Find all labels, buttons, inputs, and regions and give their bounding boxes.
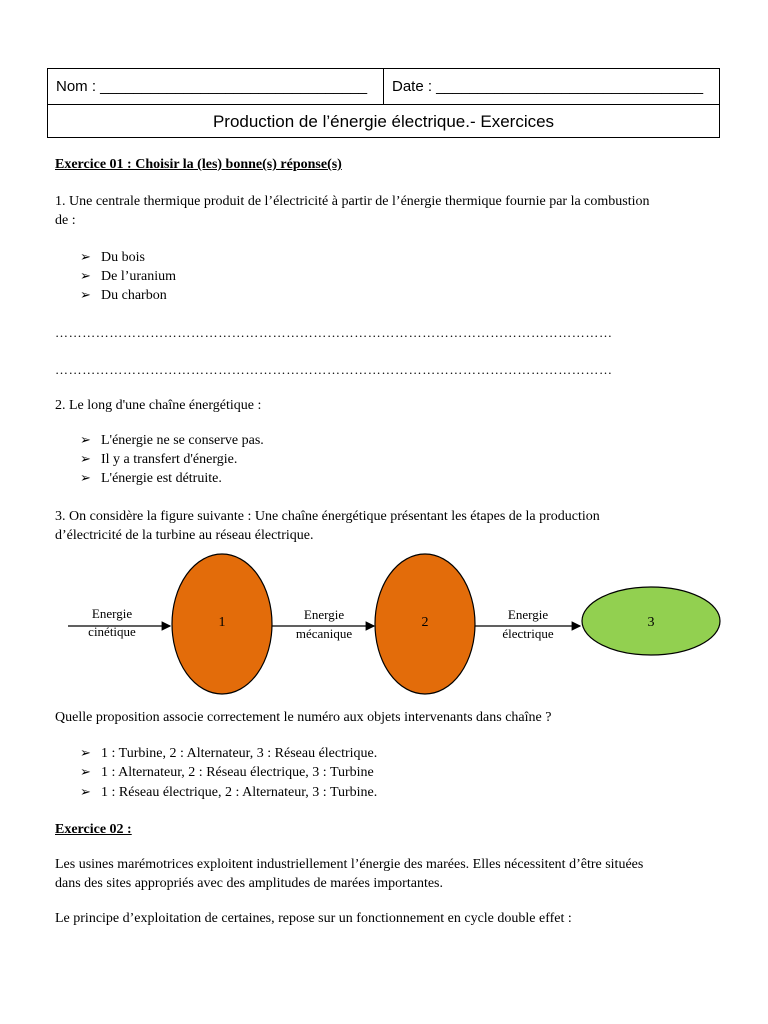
arrow-3-label-1: Energie (507, 607, 549, 622)
bullet-icon: ➢ (80, 287, 91, 302)
exercise-2-heading: Exercice 02 : (55, 822, 132, 837)
answer-line-1[interactable]: …………………………………………………………………………………………………………… (55, 325, 613, 340)
question-1-line-1: 1. Une centrale thermique produit de l’électricité à partir de l’énergie thermique fournie par la combustion (55, 194, 650, 209)
bullet-icon: ➢ (80, 745, 91, 760)
bullet-icon: ➢ (80, 470, 91, 485)
bullet-icon: ➢ (80, 764, 91, 779)
q3-option-2[interactable]: 1 : Alternateur, 2 : Réseau électrique, 3 : Turbine (101, 765, 374, 780)
nom-field[interactable]: Nom : ________________________________ (48, 69, 384, 104)
q1-option-2[interactable]: De l’uranium (101, 269, 177, 284)
arrow-3-label-2: électrique (502, 626, 554, 641)
bullet-icon: ➢ (80, 784, 91, 799)
date-field[interactable]: Date : ________________________________ (392, 78, 704, 95)
answer-line-2[interactable]: …………………………………………………………………………………………………………… (55, 362, 613, 377)
q1-option-3[interactable]: Du charbon (101, 288, 167, 303)
question-2: 2. Le long d'une chaîne énergétique : (55, 398, 262, 413)
q2-option-1[interactable]: L'énergie ne se conserve pas. (101, 433, 264, 448)
node-1-label: 1 (218, 615, 226, 630)
arrow-1-label-1: Energie (91, 606, 133, 621)
node-3-label: 3 (647, 615, 655, 630)
exercise-1-heading: Exercice 01 : Choisir la (les) bonne(s) réponse(s) (55, 157, 342, 172)
q1-option-1[interactable]: Du bois (101, 250, 145, 265)
question-3-line-2: d’électricité de la turbine au réseau électrique. (55, 528, 314, 543)
q2-option-3[interactable]: L'énergie est détruite. (101, 471, 222, 486)
question-3-line-1: 3. On considère la figure suivante : Une chaîne énergétique présentant les étapes de la production (55, 509, 600, 524)
node-2-label: 2 (421, 615, 429, 630)
bullet-icon: ➢ (80, 249, 91, 264)
exercise-2-para-1-line-2: dans des sites appropriés avec des amplitudes de marées importantes. (55, 876, 443, 891)
bullet-icon: ➢ (80, 268, 91, 283)
question-1-line-2: de : (55, 213, 76, 228)
bullet-icon: ➢ (80, 432, 91, 447)
q2-option-2[interactable]: Il y a transfert d'énergie. (101, 452, 238, 467)
question-3-prompt: Quelle proposition associe correctement le numéro aux objets intervenants dans chaîne ? (55, 710, 552, 725)
arrow-2-label-1: Energie (303, 607, 345, 622)
page-title: Production de l’énergie électrique.- Exercices (212, 112, 555, 131)
exercise-2-para-2: Le principe d’exploitation de certaines, repose sur un fonctionnement en cycle double effet : (55, 911, 572, 926)
bullet-icon: ➢ (80, 451, 91, 466)
arrow-1-label-2: cinétique (88, 624, 136, 639)
q3-option-1[interactable]: 1 : Turbine, 2 : Alternateur, 3 : Réseau électrique. (101, 746, 378, 761)
exercise-2-para-1-line-1: Les usines marémotrices exploitent industriellement l’énergie des marées. Elles nécessitent d’être situées (55, 857, 644, 872)
arrow-2-label-2: mécanique (295, 626, 353, 641)
q3-option-3[interactable]: 1 : Réseau électrique, 2 : Alternateur, 3 : Turbine. (101, 785, 378, 800)
